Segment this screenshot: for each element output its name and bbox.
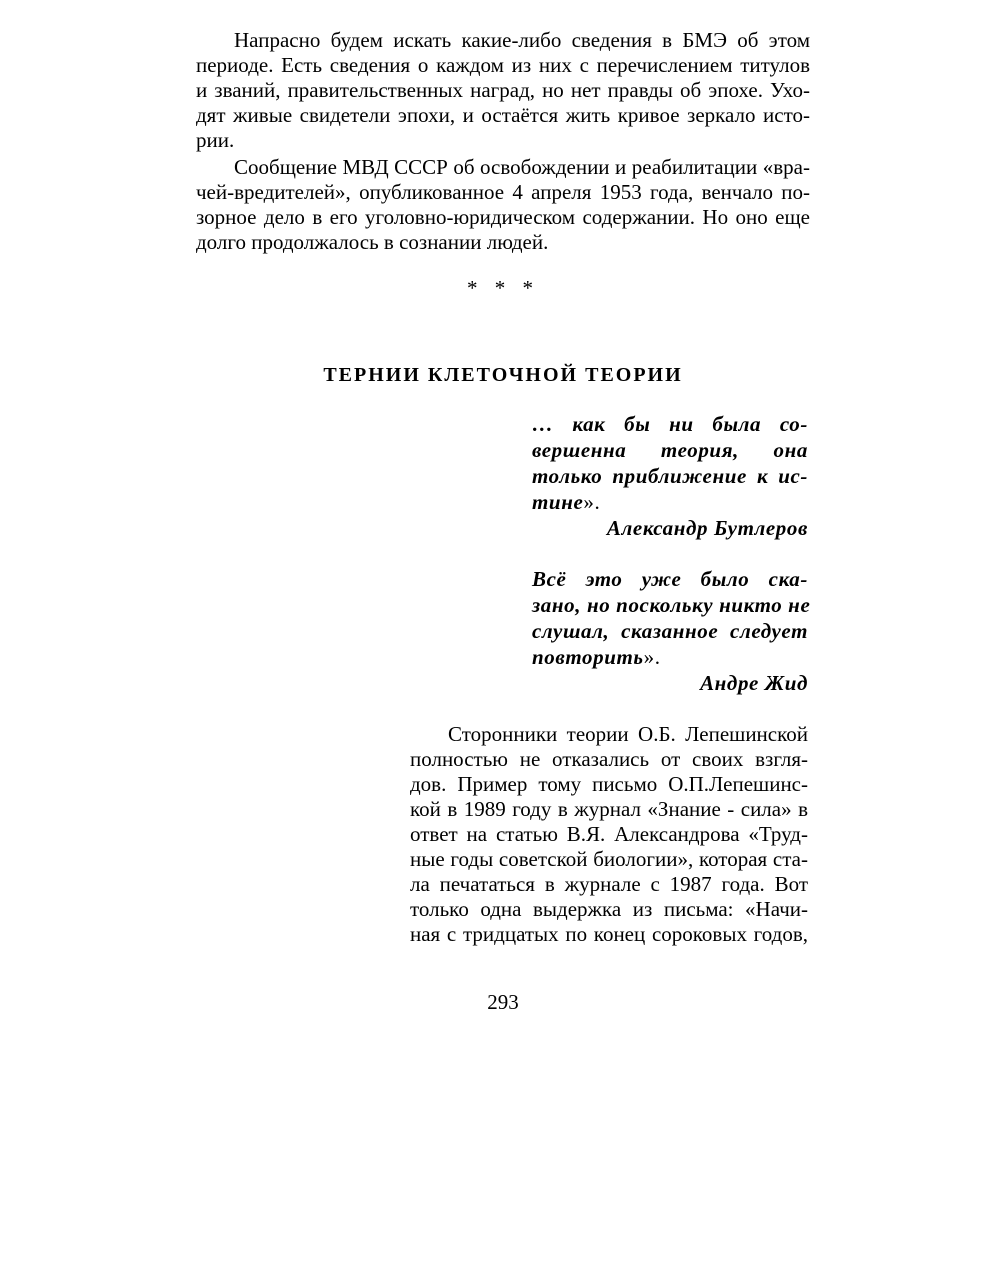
text-line: только одна выдержка из письма: «Начи- xyxy=(410,897,808,921)
chapter-heading: ТЕРНИИ КЛЕТОЧНОЙ ТЕОРИИ xyxy=(323,364,683,386)
text-line: дов. Пример тому письмо О.П.Лепешинс- xyxy=(410,772,808,796)
epigraph-line: слушал, сказанное следует xyxy=(532,619,808,643)
text-line: Сообщение МВД СССР об освобождении и реабилитации «вра- xyxy=(234,155,810,179)
epigraph-author: Андре Жид xyxy=(700,671,808,695)
text-line: ные годы советской биологии», которая ста- xyxy=(410,847,808,871)
text-line: и званий, правительственных наград, но нет правды об эпохе. Ухо- xyxy=(196,78,810,102)
epigraph-line: только приближение к ис- xyxy=(532,464,808,488)
text-line: Напрасно будем искать какие-либо сведения в БМЭ об этом xyxy=(234,28,810,52)
text-line: зорное дело в его уголовно-юридическом содержании. Но оно еще xyxy=(196,205,810,229)
epigraph-line: Всё это уже было ска- xyxy=(532,567,808,591)
quote-close-mark: ». xyxy=(643,645,661,669)
section-separator: * * * xyxy=(467,276,539,300)
text-line: кой в 1989 году в журнал «Знание - сила» в xyxy=(410,797,808,821)
epigraph-line: вершенна теория, она xyxy=(532,438,808,462)
text-line: ная с тридцатых по конец сороковых годов, xyxy=(410,922,808,946)
epigraph-last-line: тине xyxy=(532,490,584,514)
epigraph-last-line: повторить xyxy=(532,645,644,669)
quote-close-mark: ». xyxy=(583,490,601,514)
text-line: рии. xyxy=(196,128,235,152)
text-line: ла печататься в журнале с 1987 года. Вот xyxy=(410,872,808,896)
epigraph-line: зано, но поскольку никто не xyxy=(532,593,811,617)
epigraph-line xyxy=(532,490,808,515)
text-line: ответ на статью В.Я. Александрова «Труд- xyxy=(410,822,808,846)
text-line: периоде. Есть сведения о каждом из них с перечислением титулов xyxy=(196,53,810,77)
page-number: 293 xyxy=(487,990,519,1014)
text-line: дят живые свидетели эпохи, и остаётся жить кривое зеркало исто- xyxy=(196,103,810,127)
epigraph-line: … как бы ни была со- xyxy=(532,412,808,436)
text-line: полностью не отказались от своих взгля- xyxy=(410,747,808,771)
text-line: Сторонники теории О.Б. Лепешинской xyxy=(448,722,808,746)
epigraph-author: Александр Бутлеров xyxy=(606,516,808,540)
epigraph-line xyxy=(532,645,808,670)
text-line: чей-вредителей», опубликованное 4 апреля 1953 года, венчало по- xyxy=(196,180,810,204)
text-line: долго продолжалось в сознании людей. xyxy=(196,230,549,254)
